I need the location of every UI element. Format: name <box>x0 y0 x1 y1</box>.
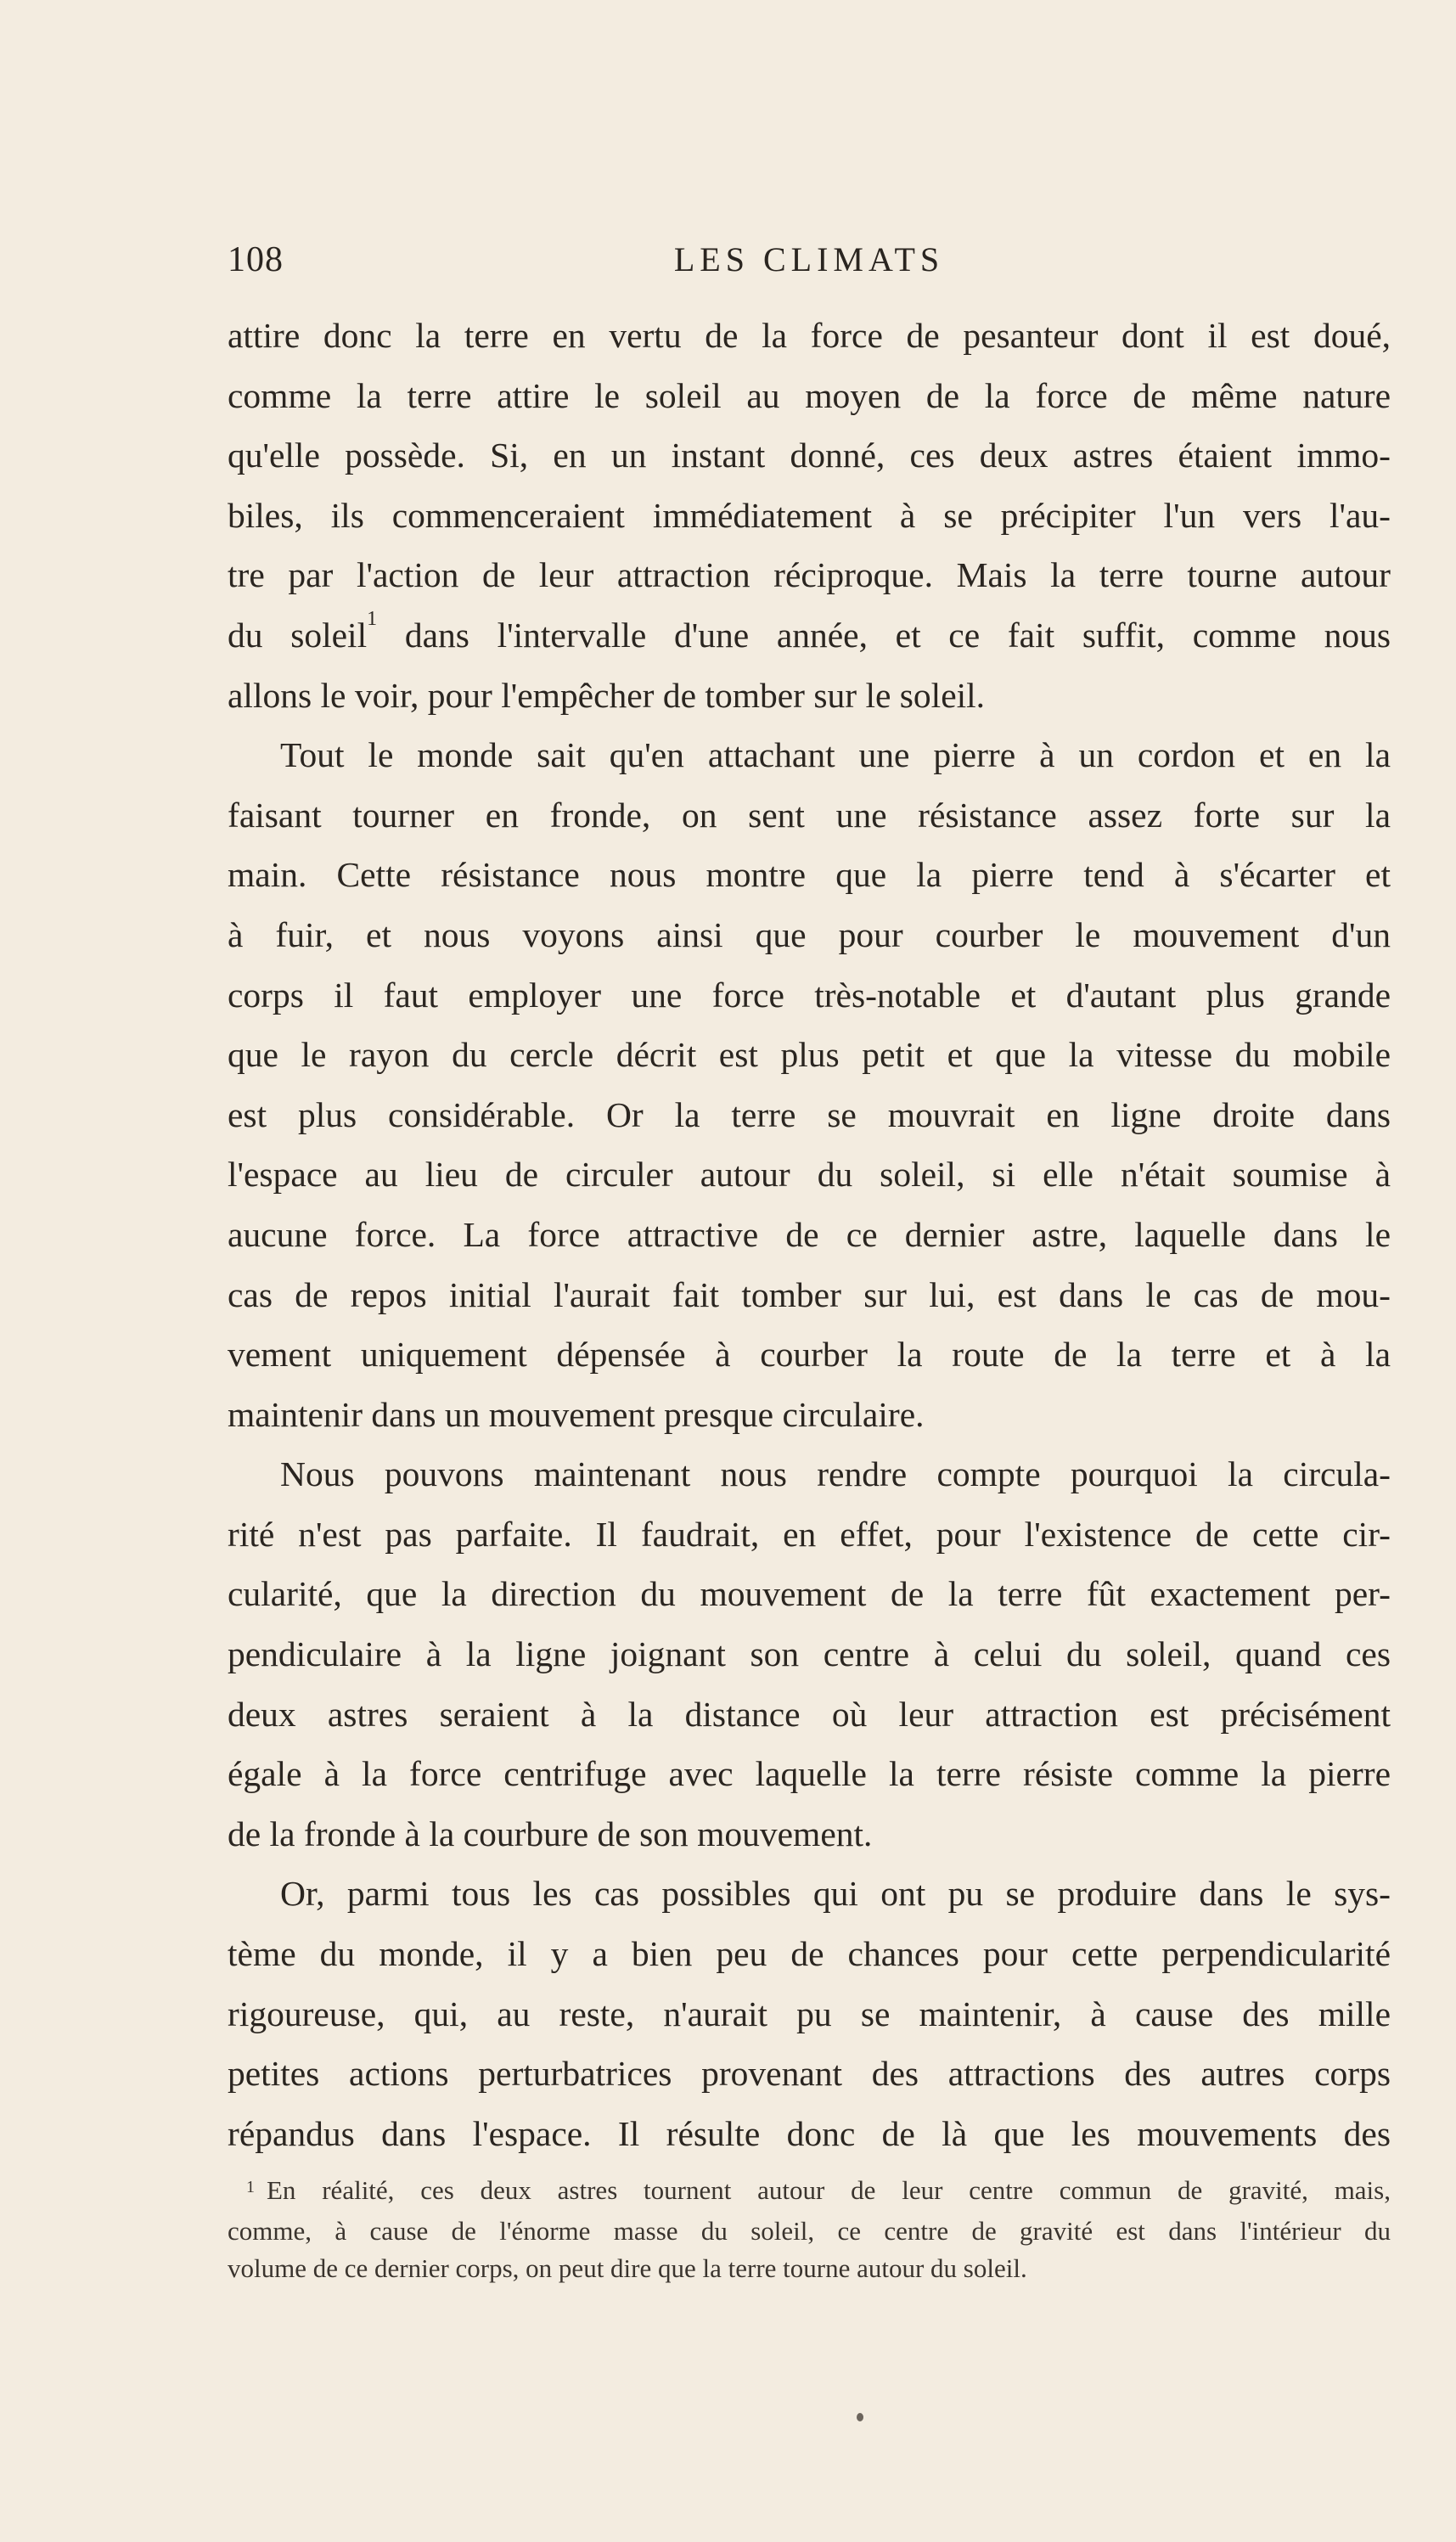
text-line: biles, ils commenceraient immédiatement à se précipiter l'un vers l'au- <box>228 495 1391 535</box>
paragraph-2 <box>228 725 1391 1444</box>
text-line: main. Cette résistance nous montre que la pierre tend à s'écarter et <box>228 855 1391 895</box>
page-header <box>228 239 1391 290</box>
text-line: l'espace au lieu de circuler autour du soleil, si elle n'était soumise à <box>228 1155 1391 1195</box>
text-line: tre par l'action de leur attraction réciproque. Mais la terre tourne autour <box>228 555 1391 595</box>
paragraph-4 <box>228 1864 1391 2163</box>
text-line: que le rayon du cercle décrit est plus petit et que la vitesse du mobile <box>228 1035 1391 1075</box>
footnote-line: comme, à cause de l'énorme masse du soleil, ce centre de gravité est dans l'intérieur du <box>228 2216 1391 2246</box>
text-line: pendiculaire à la ligne joignant son centre à celui du soleil, quand ces <box>228 1634 1391 1674</box>
text-line: à fuir, et nous voyons ainsi que pour courber le mouvement d'un <box>228 914 1391 954</box>
text-line: rité n'est pas parfaite. Il faudrait, en effet, pour l'existence de cette cir- <box>228 1514 1391 1554</box>
footnote-text: En réalité, ces deux astres tournent autour de leur centre commun de gravité, mais, <box>267 2175 1391 2205</box>
text-line: Nous pouvons maintenant nous rendre compte pourquoi la circula- <box>280 1454 1391 1494</box>
text-line-with-footnote <box>228 605 1391 666</box>
text-line: rigoureuse, qui, au reste, n'aurait pu se maintenir, à cause des mille <box>228 1994 1391 2033</box>
footnote-reference[interactable]: 1 <box>367 607 378 630</box>
text-line: deux astres seraient à la distance où leur attraction est précisément <box>228 1694 1391 1734</box>
text-line: petites actions perturbatrices provenant des attractions des autres corps <box>228 2054 1391 2094</box>
text-line: qu'elle possède. Si, en un instant donné, ces deux astres étaient immo- <box>228 436 1391 475</box>
footnote <box>228 2172 1391 2287</box>
paragraph-3 <box>228 1444 1391 1864</box>
text-line: vement uniquement dépensée à courber la route de la terre et à la <box>228 1335 1391 1375</box>
text-line: tème du monde, il y a bien peu de chances pour cette perpendicularité <box>228 1934 1391 1974</box>
text-line: faisant tourner en fronde, on sent une résistance assez forte sur la <box>228 795 1391 835</box>
paragraph-1 <box>228 306 1391 725</box>
text-line: cas de repos initial l'aurait fait tomber sur lui, est dans le cas de mou- <box>228 1274 1391 1314</box>
text-line: corps il faut employer une force très-notable et d'autant plus grande <box>228 975 1391 1015</box>
text-line: de la fronde à la courbure de son mouvement. <box>228 1814 873 1853</box>
running-title: LES CLIMATS <box>673 240 945 278</box>
text-line: est plus considérable. Or la terre se mouvrait en ligne droite dans <box>228 1094 1391 1134</box>
footnote-mark: 1 <box>246 2178 255 2196</box>
text-fragment: du soleil <box>228 615 368 655</box>
footnote-line: volume de ce dernier corps, on peut dire que la terre tourne autour du soleil. <box>228 2253 1027 2283</box>
page-number: 108 <box>228 240 284 279</box>
text-line: attire donc la terre en vertu de la force de pesanteur dont il est doué, <box>228 316 1391 355</box>
text-line: aucune force. La force attractive de ce dernier astre, laquelle dans le <box>228 1214 1391 1254</box>
footnote-line <box>228 2172 1391 2213</box>
text-line: maintenir dans un mouvement presque circulaire. <box>228 1394 925 1434</box>
text-line: cularité, que la direction du mouvement de la terre fût exactement per- <box>228 1574 1391 1614</box>
text-line: comme la terre attire le soleil au moyen de la force de même nature <box>228 375 1391 415</box>
text-fragment: dans l'intervalle d'une année, et ce fait suffit, comme nous <box>404 615 1391 655</box>
text-line: répandus dans l'espace. Il résulte donc de là que les mouvements des <box>228 2113 1391 2153</box>
text-line: allons le voir, pour l'empêcher de tomber sur le soleil. <box>228 675 986 715</box>
text-line: Or, parmi tous les cas possibles qui ont pu se produire dans le sys- <box>280 1874 1391 1914</box>
text-line: égale à la force centrifuge avec laquelle la terre résiste comme la pierre <box>228 1754 1391 1794</box>
paper-speck <box>857 2413 863 2421</box>
text-line: Tout le monde sait qu'en attachant une pierre à un cordon et en la <box>280 735 1391 775</box>
body-text <box>228 306 1391 2163</box>
